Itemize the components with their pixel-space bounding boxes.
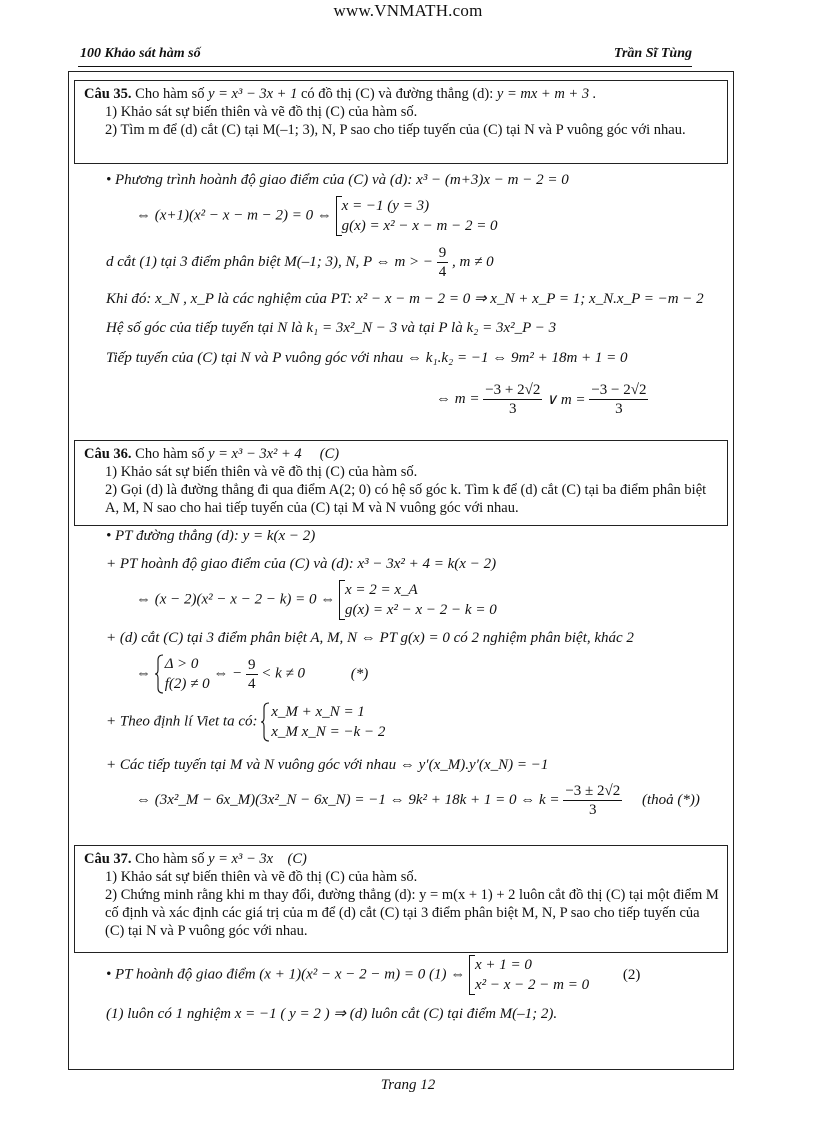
s35-l7a: ⇔ m =	[436, 391, 480, 407]
s35-line-5: Hệ số góc của tiếp tuyến tại N là k₁ = 3x²_N − 3 và tại P là k₂ = 3x²_P − 3	[106, 320, 557, 336]
s35-root-1-num: −3 + 2√2	[485, 382, 541, 398]
s36-root-den: 3	[589, 802, 597, 818]
question-35-function: y = x³ − 3x + 1	[208, 86, 298, 102]
site-header: www.VNMATH.com	[333, 1, 483, 20]
question-35-line: y = mx + m + 3 .	[496, 86, 597, 102]
s36-line-3	[136, 580, 497, 620]
s35-l3a: d cắt (1) tại 3 điểm phân biệt M(–1; 3), N, P ⇔	[106, 254, 391, 270]
question-36-statement	[84, 445, 720, 463]
s35-case-1: x = −1 (y = 3)	[341, 198, 430, 214]
s36-line-8	[136, 782, 700, 819]
s36-case-1: x = 2 = x_A	[344, 582, 418, 598]
s35-frac-num: 9	[438, 245, 447, 261]
question-37-item-1: 1) Khảo sát sự biến thiên và vẽ đồ thị (C) của hàm số.	[105, 869, 418, 885]
s36-line-7: + Các tiếp tuyến tại M và N vuông góc với nhau ⇔ y′(x_M).y′(x_N) = −1	[106, 757, 549, 773]
s35-line-4: Khi đó: x_N , x_P là các nghiệm của PT: x² − x − m − 2 = 0 ⇒ x_N + x_P = 1; x_N.x_P = −m − 2	[106, 291, 704, 307]
s35-root-2-num: −3 − 2√2	[591, 382, 647, 398]
s36-case-bracket	[339, 580, 497, 620]
s37-l1a: • PT hoành độ giao điểm (x + 1)(x² − x − 2 − m) = 0 (1) ⇔	[106, 966, 466, 983]
s35-fraction-9-4	[437, 244, 449, 281]
s37-line-1	[106, 955, 640, 995]
s35-case-bracket	[336, 196, 498, 236]
question-35-statement	[84, 85, 720, 103]
s36-frac-num: 9	[248, 656, 256, 673]
s35-l7or: ∨ m =	[546, 392, 586, 408]
s36-line-5	[136, 654, 368, 694]
s35-line-3	[106, 244, 494, 281]
s36-line-1: • PT đường thẳng (d): y = k(x − 2)	[106, 528, 316, 544]
s36-root-num: −3 ± 2√2	[565, 783, 621, 799]
s36-viet-2: x_M x_N = −k − 2	[271, 724, 386, 740]
question-36-box	[74, 440, 728, 526]
question-37-statement	[84, 850, 720, 868]
s36-viet-brace	[261, 702, 385, 742]
s37-l1b: (2)	[622, 966, 641, 983]
s36-l5b: ⇔ −	[213, 665, 243, 682]
left-brace-icon	[261, 702, 270, 742]
question-36-intro: Cho hàm số	[135, 446, 205, 462]
s36-root	[563, 782, 622, 819]
question-37-intro: Cho hàm số	[135, 851, 205, 867]
question-35-item-1: 1) Khảo sát sự biến thiên và vẽ đồ thị (C) của hàm số.	[105, 104, 418, 120]
s36-l8b: (thoả (*))	[642, 792, 700, 808]
s37-case-1: x + 1 = 0	[474, 957, 532, 973]
s37-case-bracket	[469, 955, 589, 995]
s36-viet-1: x_M + x_N = 1	[271, 704, 365, 720]
question-35-intro: Cho hàm số	[135, 86, 205, 102]
page-number: Trang 12	[380, 1077, 436, 1093]
question-36-item-1: 1) Khảo sát sự biến thiên và vẽ đồ thị (C) của hàm số.	[105, 464, 418, 480]
s35-root-2	[589, 381, 648, 418]
header-right: Trần Sĩ Tùng	[613, 46, 692, 61]
question-36-function: y = x³ − 3x² + 4 (C)	[208, 446, 340, 462]
s35-case-2: g(x) = x² − x − m − 2 = 0	[341, 218, 498, 234]
question-36-item-2: 2) Gọi (d) là đường thẳng đi qua điểm A(2; 0) có hệ số góc k. Tìm k để (d) cắt (C) tại ba điểm phân biệt A, M, N sao cho hai tiếp tuyến của (C) tại M và N vuông góc với nhau.	[105, 482, 707, 516]
question-35-label: Câu 35.	[84, 86, 132, 102]
s36-frac-den: 4	[248, 675, 256, 692]
question-37-item-2: 2) Chứng minh rằng khi m thay đổi, đường thẳng (d): y = m(x + 1) + 2 luôn cắt đồ thị (C) tại một điểm M cố định và xác định các giá trị của m để (d) cắt (C) tại 3 điểm phân biệt M, N, P sao cho tiếp tuyến của (C) tại N và P vuông góc với nhau.	[105, 887, 719, 939]
s36-fraction-9-4	[246, 656, 258, 693]
header-left: 100 Khảo sát hàm số	[80, 46, 201, 61]
question-36-label: Câu 36.	[84, 446, 132, 462]
s35-l1b: x³ − (m+3)x − m − 2 = 0	[416, 172, 569, 188]
s36-l5c: < k ≠ 0	[261, 665, 306, 682]
s35-frac-den: 4	[438, 264, 447, 280]
s37-line-2: (1) luôn có 1 nghiệm x = −1 ( y = 2 ) ⇒ (d) luôn cắt (C) tại điểm M(–1; 2).	[106, 1006, 558, 1022]
question-37-label: Câu 37.	[84, 851, 132, 867]
s36-l5star: (*)	[350, 665, 369, 682]
question-35-intro2: có đồ thị (C) và đường thẳng (d):	[300, 86, 494, 102]
s35-root-2-den: 3	[615, 401, 623, 417]
s36-l6a: + Theo định lí Viet ta có:	[106, 713, 258, 730]
s36-case-2: g(x) = x² − x − 2 − k = 0	[344, 602, 497, 618]
s35-l1a: • Phương trình hoành độ giao điểm của (C) và (d):	[106, 172, 413, 188]
left-brace-icon	[155, 654, 164, 694]
s36-l8a: ⇔ (3x²_M − 6x_M)(3x²_N − 6x_N) = −1 ⇔ 9k² + 18k + 1 = 0 ⇔ k =	[136, 792, 560, 808]
s36-line-4: + (d) cắt (C) tại 3 điểm phân biệt A, M, N ⇔ PT g(x) = 0 có 2 nghiệm phân biệt, khác 2	[106, 630, 634, 646]
question-35-item-2: 2) Tìm m để (d) cắt (C) tại M(–1; 3), N, P sao cho tiếp tuyến của (C) tại N và P vuông góc với nhau.	[105, 122, 686, 138]
header-rule	[78, 66, 692, 67]
s36-line-2: + PT hoành độ giao điểm của (C) và (d): x³ − 3x² + 4 = k(x − 2)	[106, 556, 497, 572]
s36-system-1: Δ > 0	[164, 656, 199, 672]
s35-line-2	[136, 196, 498, 236]
question-37-function: y = x³ − 3x (C)	[208, 851, 307, 867]
s37-case-2: x² − x − 2 − m = 0	[474, 977, 590, 993]
s35-line-7	[436, 381, 648, 418]
s35-line-6: Tiếp tuyến của (C) tại N và P vuông góc với nhau ⇔ k₁.k₂ = −1 ⇔ 9m² + 18m + 1 = 0	[106, 350, 628, 366]
s36-system-brace	[155, 654, 210, 694]
question-37-box	[74, 845, 728, 953]
s35-line-1	[106, 172, 569, 189]
s35-l3b: m > −	[394, 254, 434, 270]
question-35-box	[74, 80, 728, 164]
s36-line-6	[106, 702, 385, 742]
s36-system-2: f(2) ≠ 0	[164, 676, 210, 692]
s35-root-1	[483, 381, 542, 418]
s35-l3c: , m ≠ 0	[452, 254, 494, 270]
s36-l3a: ⇔ (x − 2)(x² − x − 2 − k) = 0 ⇔	[136, 591, 336, 608]
s35-root-1-den: 3	[509, 401, 517, 417]
s36-l5a: ⇔	[136, 665, 151, 682]
s35-l2a: ⇔ (x+1)(x² − x − m − 2) = 0 ⇔	[136, 207, 332, 224]
